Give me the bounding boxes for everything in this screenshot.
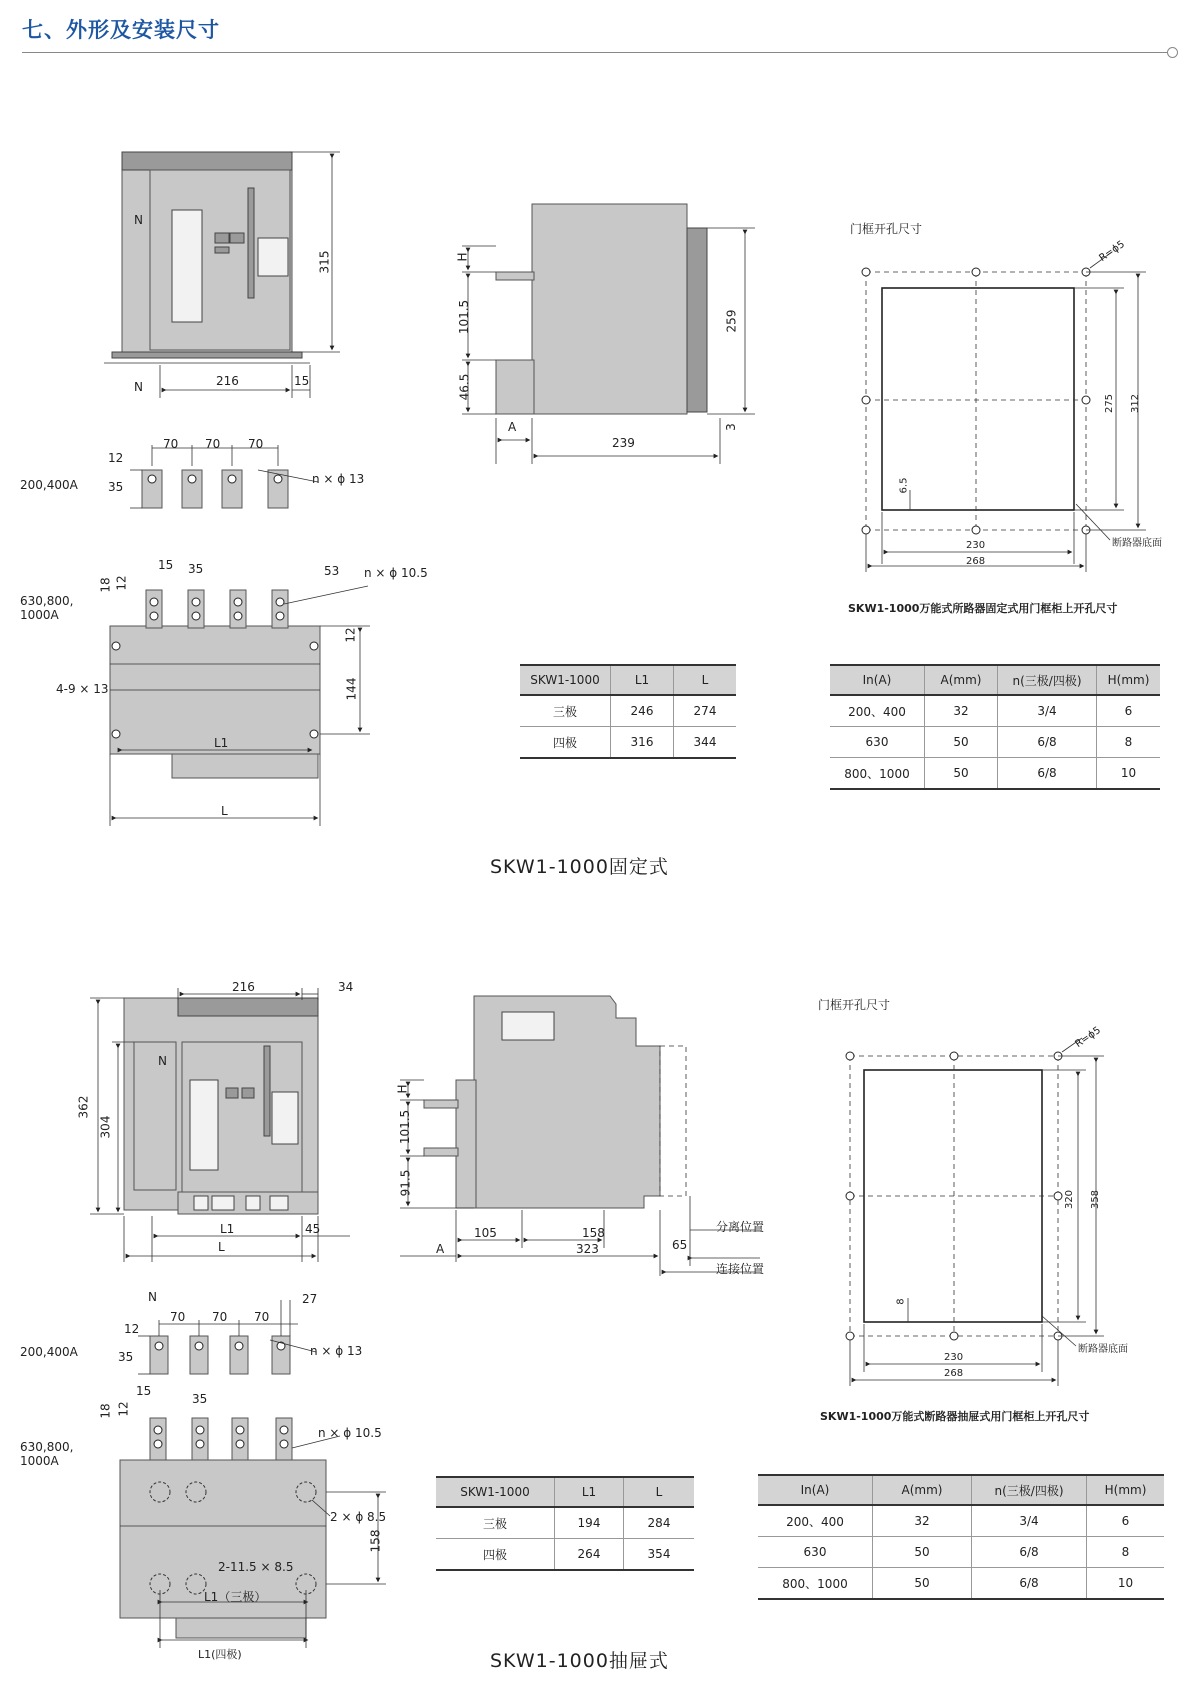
table-row — [830, 727, 1160, 758]
fixed-side-a: A — [508, 420, 517, 434]
table-row — [830, 758, 1160, 790]
drawout-bars-70b: 70 — [212, 1310, 228, 1324]
fixed-door-268: 268 — [966, 556, 986, 567]
fixed-row-large: 630,800, 1000A — [20, 594, 74, 622]
drawout-bars-35: 35 — [118, 1350, 134, 1364]
fixed-door-bottom: 断路器底面 — [1112, 538, 1162, 549]
fixed-side-3: 3 — [723, 423, 738, 431]
table-header: L — [674, 665, 737, 695]
fixed-length-table — [520, 664, 736, 759]
drawout-current-table — [758, 1474, 1164, 1600]
table-cell: 四极 — [436, 1539, 555, 1571]
table-header: A(mm) — [925, 665, 998, 695]
fixed-l-l1: L1 — [214, 736, 229, 750]
drawout-door-358: 358 — [1090, 1189, 1102, 1210]
table-row — [758, 1537, 1164, 1568]
fixed-door-note: SKW1-1000万能式所路器固定式用门框柜上开孔尺寸 — [848, 602, 1118, 615]
table-cell: 三极 — [520, 695, 611, 727]
table-cell: 800、1000 — [830, 758, 925, 790]
fixed-door-275: 275 — [1104, 393, 1116, 414]
page-title: 七、外形及安装尺寸 — [22, 18, 220, 42]
drawout-bars-27: 27 — [302, 1292, 318, 1306]
fixed-l-view — [110, 586, 370, 826]
drawout-front-45: 45 — [305, 1222, 321, 1236]
fixed-side-239: 239 — [612, 436, 635, 450]
table-cell: 四极 — [520, 727, 611, 759]
table-header: n(三极/四极) — [972, 1475, 1087, 1505]
table-cell: 6/8 — [998, 758, 1097, 790]
fixed-bars-70c: 70 — [248, 437, 264, 451]
fixed-width-216: 216 — [216, 374, 239, 388]
drawout-front-l: L — [218, 1240, 225, 1254]
table-row — [520, 695, 736, 727]
fixed-side-h: H — [455, 252, 470, 262]
fixed-side-15: 15 — [294, 374, 310, 388]
drawout-l-158: 158 — [368, 1529, 383, 1553]
table-header: L1 — [611, 665, 674, 695]
drawout-door-note: SKW1-1000万能式断路器抽屉式用门框柜上开孔尺寸 — [820, 1410, 1090, 1423]
table-header: H(mm) — [1087, 1475, 1165, 1505]
table-header: L1 — [555, 1477, 624, 1507]
table-cell: 354 — [624, 1539, 695, 1571]
drawout-side-65: 65 — [672, 1238, 688, 1252]
fixed-l-53: 53 — [324, 564, 340, 578]
table-header: H(mm) — [1097, 665, 1161, 695]
fixed-l-slot: 4-9 × 13 — [56, 682, 109, 696]
drawout-door-268: 268 — [944, 1368, 964, 1379]
fixed-l-12b: 12 — [343, 627, 358, 643]
fixed-l-35: 35 — [188, 562, 204, 576]
drawout-side-105: 105 — [474, 1226, 497, 1240]
drawout-side-323: 323 — [576, 1242, 599, 1256]
fixed-side-1015: 101.5 — [457, 299, 472, 335]
table-cell: 32 — [925, 695, 998, 727]
drawout-side-a: A — [436, 1242, 445, 1256]
table-cell: 50 — [925, 727, 998, 758]
table-header: L — [624, 1477, 695, 1507]
drawout-l-18: 18 — [98, 1403, 113, 1419]
fixed-l-hole: n × ϕ 10.5 — [364, 566, 428, 580]
table-cell: 32 — [873, 1505, 972, 1537]
table-cell: 10 — [1087, 1568, 1165, 1600]
drawout-door-bottom: 断路器底面 — [1078, 1344, 1128, 1355]
drawout-l-35: 35 — [192, 1392, 208, 1406]
table-row — [830, 695, 1160, 727]
table-cell: 50 — [873, 1537, 972, 1568]
table-header: SKW1-1000 — [436, 1477, 555, 1507]
fixed-bars-70b: 70 — [205, 437, 221, 451]
drawout-door-cutout — [846, 1038, 1104, 1386]
drawout-side-h: H — [395, 1084, 410, 1094]
drawout-l-view — [120, 1418, 386, 1648]
drawout-side-158: 158 — [582, 1226, 605, 1240]
drawout-bars-n: N — [148, 1290, 157, 1304]
table-cell: 3/4 — [998, 695, 1097, 727]
table-cell: 274 — [674, 695, 737, 727]
drawout-l-l1-3: L1（三极） — [204, 1590, 267, 1604]
table-cell: 6/8 — [972, 1537, 1087, 1568]
table-row — [520, 727, 736, 759]
drawout-length-table — [436, 1476, 694, 1571]
table-cell: 三极 — [436, 1507, 555, 1539]
fixed-door-title: 门框开孔尺寸 — [850, 222, 923, 236]
drawout-front-304: 304 — [98, 1115, 113, 1139]
table-header: n(三极/四极) — [998, 665, 1097, 695]
table-cell: 6 — [1097, 695, 1161, 727]
drawout-pos-separated: 分离位置 — [716, 1220, 765, 1234]
drawout-l-slot: 2-11.5 × 8.5 — [218, 1560, 294, 1574]
fixed-front-n-label: N — [134, 213, 143, 227]
drawout-front-362: 362 — [76, 1095, 91, 1119]
drawout-side-view — [400, 996, 760, 1276]
fixed-l-15: 15 — [158, 558, 174, 572]
fixed-front-view — [104, 152, 310, 363]
drawout-bars-70a: 70 — [170, 1310, 186, 1324]
fixed-bars-35: 35 — [108, 480, 124, 494]
table-cell: 6/8 — [998, 727, 1097, 758]
drawout-l-12: 12 — [116, 1401, 131, 1417]
drawout-front-34: 34 — [338, 980, 354, 994]
table-cell: 200、400 — [758, 1505, 873, 1537]
fixed-l-144: 144 — [344, 677, 359, 701]
table-cell: 800、1000 — [758, 1568, 873, 1600]
fixed-l-12: 12 — [114, 575, 129, 591]
table-cell: 50 — [925, 758, 998, 790]
fixed-bars-12: 12 — [108, 451, 124, 465]
fixed-door-r: R=ϕ5 — [1097, 238, 1127, 265]
table-header: In(A) — [830, 665, 925, 695]
table-header: SKW1-1000 — [520, 665, 611, 695]
table-cell: 50 — [873, 1568, 972, 1600]
table-cell: 264 — [555, 1539, 624, 1571]
drawout-bars-70c: 70 — [254, 1310, 270, 1324]
drawout-l-hole2: 2 × ϕ 8.5 — [330, 1510, 387, 1524]
drawout-front-216: 216 — [232, 980, 255, 994]
table-cell: 316 — [611, 727, 674, 759]
fixed-bars-small — [130, 445, 318, 508]
drawout-side-1015: 101.5 — [398, 1109, 413, 1145]
table-header: In(A) — [758, 1475, 873, 1505]
drawout-row-small: 200,400A — [20, 1345, 78, 1359]
fixed-bars-70a: 70 — [163, 437, 179, 451]
drawout-door-title: 门框开孔尺寸 — [818, 998, 891, 1012]
table-header: A(mm) — [873, 1475, 972, 1505]
drawout-l-hole: n × ϕ 10.5 — [318, 1426, 382, 1440]
drawout-bars-hole: n × ϕ 13 — [310, 1344, 363, 1358]
table-cell: 194 — [555, 1507, 624, 1539]
fixed-bottom-n-label: N — [134, 380, 143, 394]
table-row — [758, 1505, 1164, 1537]
drawout-row-large: 630,800, 1000A — [20, 1440, 74, 1468]
drawout-l-15: 15 — [136, 1384, 152, 1398]
table-cell: 200、400 — [830, 695, 925, 727]
table-cell: 6/8 — [972, 1568, 1087, 1600]
fixed-side-259: 259 — [724, 309, 739, 333]
fixed-side-465: 46.5 — [457, 373, 472, 401]
fixed-side-view — [462, 204, 755, 464]
drawout-door-230: 230 — [944, 1352, 964, 1363]
table-cell: 6 — [1087, 1505, 1165, 1537]
drawout-front-view — [124, 998, 318, 1214]
table-cell: 284 — [624, 1507, 695, 1539]
fixed-current-table — [830, 664, 1160, 790]
table-cell: 246 — [611, 695, 674, 727]
drawout-front-l1: L1 — [220, 1222, 235, 1236]
drawout-caption: SKW1-1000抽屉式 — [490, 1650, 669, 1672]
table-cell: 8 — [1087, 1537, 1165, 1568]
table-cell: 8 — [1097, 727, 1161, 758]
table-cell: 3/4 — [972, 1505, 1087, 1537]
fixed-row-small: 200,400A — [20, 478, 78, 492]
drawout-bars-12: 12 — [124, 1322, 140, 1336]
table-cell: 344 — [674, 727, 737, 759]
table-row — [436, 1507, 694, 1539]
table-row — [436, 1539, 694, 1571]
fixed-height-315: 315 — [317, 250, 332, 274]
table-cell: 630 — [830, 727, 925, 758]
table-cell: 10 — [1097, 758, 1161, 790]
table-row — [758, 1568, 1164, 1600]
drawout-door-8: 8 — [895, 1298, 907, 1305]
fixed-l-18: 18 — [98, 577, 113, 593]
fixed-bars-hole: n × ϕ 13 — [312, 472, 365, 486]
drawout-l-l1-4: L1(四极) — [198, 1648, 242, 1661]
fixed-door-312: 312 — [1130, 393, 1142, 414]
fixed-door-65: 6.5 — [898, 477, 910, 494]
fixed-caption: SKW1-1000固定式 — [490, 856, 669, 878]
drawout-door-r: R=ϕ5 — [1073, 1024, 1103, 1051]
drawout-door-320: 320 — [1064, 1189, 1076, 1210]
fixed-door-230: 230 — [966, 540, 986, 551]
table-cell: 630 — [758, 1537, 873, 1568]
drawout-pos-connected: 连接位置 — [716, 1262, 765, 1276]
fixed-l-l: L — [221, 804, 228, 818]
drawout-front-n: N — [158, 1054, 167, 1068]
drawout-side-915: 91.5 — [398, 1169, 413, 1197]
